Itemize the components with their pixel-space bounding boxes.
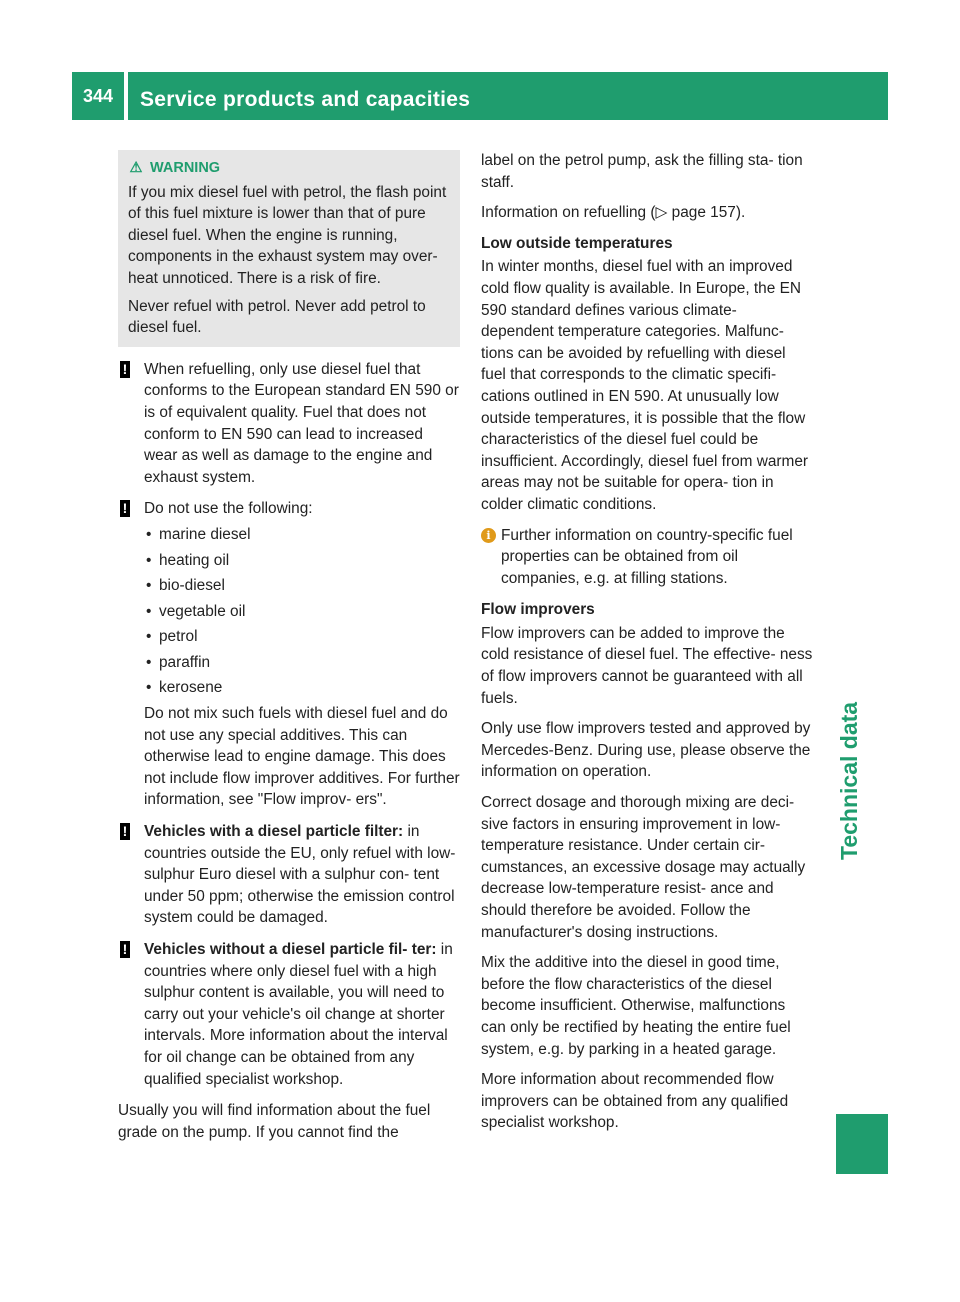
fuel-list (144, 524, 460, 699)
list-item: • petrol (144, 626, 460, 648)
warning-title: WARNING (150, 160, 221, 176)
page-number: 344 (82, 86, 114, 106)
paragraph: Flow improvers can be added to improve the cold resistance of diesel fuel. The effective- ness of flow improvers cannot be guaranteed with all fuels. (481, 624, 813, 707)
note-refuelling (118, 359, 460, 489)
right-column (481, 150, 813, 1143)
note-text (144, 939, 460, 1090)
heading-low-temperatures: Low outside temperatures (481, 234, 673, 252)
note-text: Do not use the following: (144, 500, 313, 518)
text: Information on refuelling ( (481, 204, 656, 222)
warning-box (118, 150, 460, 347)
exclamation-icon: ! (120, 941, 130, 958)
info-note (481, 525, 813, 590)
list-item: • vegetable oil (144, 601, 460, 623)
list-item: • bio-diesel (144, 575, 460, 597)
paragraph: Mix the additive into the diesel in good time, before the flow characteristics of the diesel become insufficient. Otherwise, malfunctions can only be rectified by heating the entire fuel system, e.g. by parking in a heated garage. (481, 954, 791, 1058)
closing-paragraph: Usually you will find information about the fuel grade on the pump. If you cannot find the (118, 1102, 431, 1141)
heading-flow-improvers: Flow improvers (481, 601, 595, 619)
list-item: • paraffin (144, 652, 460, 674)
side-tab-marker (836, 1114, 888, 1174)
list-item: • marine diesel (144, 524, 460, 546)
note-body: in countries where only diesel fuel with a high sulphur content is available, you will need to carry out your vehicle's oil change at shorter intervals. More information about the interval for oil change can be obtained from any qualified specialist workshop. (144, 941, 453, 1088)
exclamation-icon: ! (120, 500, 130, 517)
note-without-dpf (118, 939, 460, 1090)
paragraph: Only use flow improvers tested and approved by Mercedes-Benz. During use, please observe the information on operation. (481, 720, 811, 781)
note-with-dpf (118, 821, 460, 929)
note-text (144, 821, 460, 929)
page-title: Service products and capacities (140, 88, 471, 111)
warning-text-2: Never refuel with petrol. Never add petrol to diesel fuel. (128, 297, 426, 337)
paragraph-refuelling-ref (481, 202, 813, 224)
note-do-not-use (118, 498, 460, 811)
exclamation-icon: ! (120, 823, 130, 840)
paragraph: In winter months, diesel fuel with an improved cold flow quality is available. In Europe, the EN 590 standard defines various climate- dependent temperature categories. Malfunc- tions can be avoided by refuelling with diesel fuel that corresponds to the climatic specifi- cations outlined in EN 590. At unusually low outside temperatures, it is possible that the flow characteristics of the diesel fuel could be insufficient. Accordingly, diesel fuel from warmer areas may not be suitable for opera- tion in colder climatic conditions. (481, 258, 809, 513)
warning-text: If you mix diesel fuel with petrol, the flash point of this fuel mixture is lower than that of pure diesel fuel. When the engine is running, components in the exhaust system may over- heat unnoticed. There is a risk of fire. (128, 183, 447, 287)
note-bold-lead: Vehicles without a diesel particle fil- ter: (144, 941, 437, 958)
list-item: • kerosene (144, 677, 460, 699)
paragraph: label on the petrol pump, ask the filling sta- tion staff. (481, 152, 803, 191)
note-text: Do not mix such fuels with diesel fuel and do not use any special additives. This can otherwise lead to engine damage. This does not include flow improver additives. For further information, see "Flow improv- ers". (144, 705, 460, 809)
warning-heading (128, 158, 452, 180)
paragraph: Correct dosage and thorough mixing are deci- sive factors in ensuring improvement in low- temperature resistance. Under certain cir- cumstances, an excessive dosage may actually decrease low-temperature resist- ance and should therefore be avoided. Follow the manufacturer's dosing instructions. (481, 794, 806, 941)
page-ref-arrow-icon: ▷ (655, 204, 668, 222)
exclamation-icon: ! (120, 361, 130, 378)
info-text: Further information on country-specific fuel properties can be obtained from oil companies, e.g. at filling stations. (501, 526, 793, 587)
note-bold-lead: Vehicles with a diesel particle filter: (144, 823, 404, 841)
note-text: When refuelling, only use diesel fuel that conforms to the European standard EN 590 or is of equivalent quality. Fuel that does not conform to EN 590 can lead to increased wear as well as damage to the engine and exhaust system. (144, 360, 459, 486)
left-column (118, 150, 460, 1152)
info-icon: i (481, 528, 496, 543)
warning-triangle-icon: ⚠ (129, 160, 143, 176)
page-ref-link[interactable]: page 157). (667, 204, 746, 222)
paragraph: More information about recommended flow improvers can be obtained from any qualified specialist workshop. (481, 1071, 789, 1132)
note-body: in countries outside the EU, only refuel with low-sulphur Euro diesel with a sulphur con- tent under 50 ppm; otherwise the emission control system could be damaged. (144, 823, 456, 927)
side-tab-label-text: Technical data (836, 701, 862, 860)
list-item: • heating oil (144, 550, 460, 572)
